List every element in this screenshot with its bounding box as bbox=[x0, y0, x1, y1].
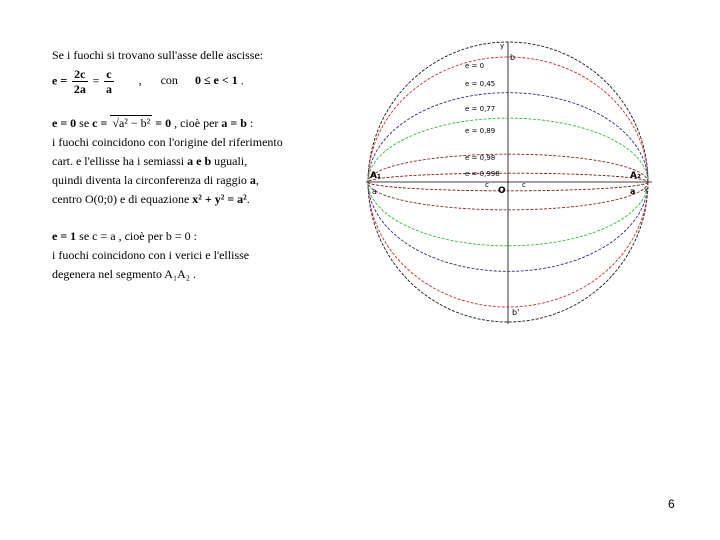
sqrt-content: a² − b² bbox=[118, 116, 151, 130]
ellipse-labels-group bbox=[465, 62, 500, 178]
eccentricity-formula bbox=[52, 67, 352, 96]
text-line-e0 bbox=[52, 114, 352, 133]
line7-a: centro O(0;0) e di equazione bbox=[52, 192, 190, 206]
line5-a: cart. e l'ellisse ha i semiassi bbox=[52, 154, 185, 168]
e0-c: c = bbox=[92, 116, 108, 130]
line6-b: a bbox=[249, 173, 256, 187]
text-line-e1 bbox=[52, 227, 352, 246]
text-line-10: degenera nel segmento A₁A₂ . bbox=[52, 267, 196, 281]
text-line-7 bbox=[52, 190, 352, 209]
fraction-2c-2a bbox=[72, 67, 87, 96]
e1-rest: se c = a , cioè per b = 0 : bbox=[79, 229, 197, 243]
e0-se: se bbox=[79, 116, 90, 130]
text-line-6 bbox=[52, 171, 352, 190]
line6-c: , bbox=[255, 173, 259, 187]
ellipse-label: e = 0,77 bbox=[465, 105, 496, 113]
formula-range: 0 ≤ e < 1 bbox=[194, 73, 238, 88]
formula-equals: = bbox=[92, 73, 100, 88]
text-line-4: i fuochi coincidono con l'origine del riferimento bbox=[52, 135, 283, 149]
e0-colon: : bbox=[249, 116, 254, 130]
fraction-den: a bbox=[105, 82, 112, 96]
label-A2: A₂ bbox=[630, 171, 641, 181]
label-a-right: a bbox=[630, 187, 636, 196]
formula-con: con bbox=[160, 73, 178, 88]
line7-c: . bbox=[246, 192, 250, 206]
formula-e: e = bbox=[52, 73, 68, 88]
ellipse-label: e = 0 bbox=[465, 62, 485, 70]
ellipse-label: e = 0,45 bbox=[465, 80, 496, 88]
line6-a: quindi diventa la circonferenza di raggio bbox=[52, 173, 247, 187]
line5-ab: a e b bbox=[187, 154, 212, 168]
ellipse-family-figure bbox=[360, 38, 660, 328]
text-line-9: i fuochi coincidono con i verici e l'ellisse bbox=[52, 248, 250, 262]
formula-dot: . bbox=[240, 73, 244, 88]
e0-rest: , cioè per bbox=[174, 116, 219, 130]
formula-comma: , bbox=[138, 73, 142, 88]
sqrt-expression: √a² − b² bbox=[112, 116, 151, 130]
label-A1: A₁ bbox=[370, 171, 381, 181]
label-x: x bbox=[644, 186, 649, 194]
text-line-1: Se i fuochi si trovano sull'asse delle ascisse: bbox=[52, 48, 264, 62]
ellipse-label: e = 0,89 bbox=[465, 127, 496, 135]
text-line-5 bbox=[52, 152, 352, 171]
line7-equation: x² + y² = a² bbox=[192, 192, 247, 206]
e0-label: e = 0 bbox=[52, 116, 77, 130]
label-y: y bbox=[500, 42, 505, 50]
label-b-bottom: b' bbox=[512, 308, 520, 317]
line5-c: uguali, bbox=[214, 154, 248, 168]
e1-label: e = 1 bbox=[52, 229, 77, 243]
fraction-c-a bbox=[104, 67, 113, 96]
label-a-left: a bbox=[372, 187, 377, 196]
e0-ab: a = b bbox=[221, 116, 247, 130]
ellipse-label: e = 0,998 bbox=[465, 170, 500, 178]
e0-eq0: = 0 bbox=[155, 116, 172, 130]
page-number: 6 bbox=[668, 497, 675, 511]
label-c-right: c bbox=[522, 181, 526, 189]
label-c-left: c bbox=[485, 181, 489, 189]
fraction-den: 2a bbox=[73, 82, 86, 96]
ellipse-label: e = 0,98 bbox=[465, 154, 496, 162]
slide-text bbox=[52, 46, 352, 284]
label-origin: O bbox=[498, 186, 506, 196]
fraction-num: 2c bbox=[74, 67, 86, 81]
label-b-top: b bbox=[510, 53, 516, 62]
fraction-num: c bbox=[106, 67, 112, 81]
